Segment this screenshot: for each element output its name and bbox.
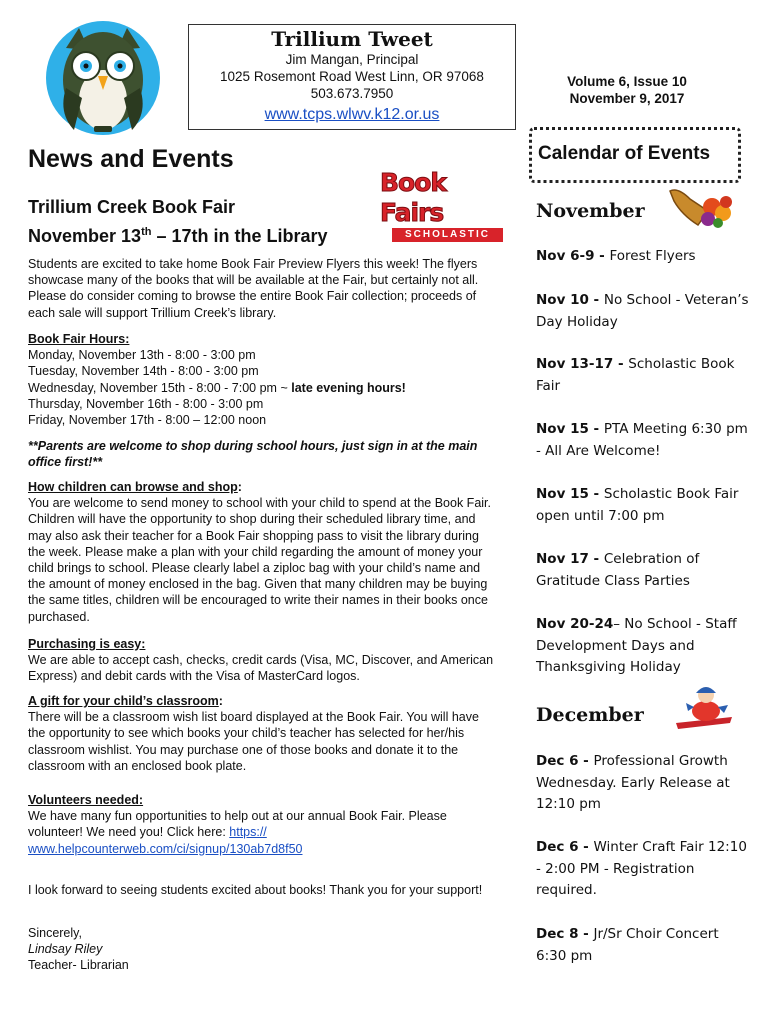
browse-title: How children can browse and shop: [28, 480, 238, 494]
november-event-6: [536, 549, 751, 592]
late-hours-note: late evening hours!: [291, 380, 406, 395]
owl-logo-icon: [44, 18, 162, 143]
issue-info: [552, 73, 702, 107]
event-text: Celebration of Gratitude Class Parties: [536, 551, 700, 589]
sincerely-text: Sincerely,: [28, 926, 82, 940]
school-website-link[interactable]: www.tcps.wlwv.k12.or.us: [264, 106, 440, 123]
november-event-4: [536, 419, 751, 462]
winter-child-icon: [672, 683, 736, 733]
hours-line: Monday, November 13th - 8:00 - 3:00 pm: [28, 348, 256, 363]
signature-title: Teacher- Librarian: [28, 958, 129, 973]
event-text: Scholastic Book Fair open until 7:00 pm: [536, 486, 739, 524]
school-phone: 503.673.7950: [310, 86, 394, 101]
december-event-1: [536, 751, 751, 816]
signature-name: Lindsay Riley: [28, 942, 103, 957]
event-text: No School - Veteran’s Day Holiday: [536, 292, 749, 330]
scholastic-logo-text: SCHOLASTIC: [392, 228, 503, 242]
event-text: Jr/Sr Choir Concert 6:30 pm: [536, 926, 719, 964]
volunteer-section: [28, 792, 498, 857]
event-date: Nov 10 -: [536, 292, 604, 308]
november-event-7: [536, 614, 751, 679]
newsletter-header: [188, 24, 516, 130]
purchasing-title: Purchasing is easy:: [28, 637, 146, 651]
volunteer-text: We have many fun opportunities to help out at our annual Book Fair. Please volunteer! We need you! Click here:: [28, 809, 447, 840]
hours-line: Friday, November 17th - 8:00 – 12:00 noon: [28, 413, 267, 428]
book-fair-hours-title: Book Fair Hours:: [28, 332, 130, 346]
event-text: Winter Craft Fair 12:10 - 2:00 PM - Registration required.: [536, 839, 747, 898]
signup-link-part1[interactable]: https://: [229, 825, 267, 840]
event-text: – No School - Staff Development Days and Thanksgiving Holiday: [536, 616, 737, 675]
event-text: Professional Growth Wednesday. Early Release at 12:10 pm: [536, 753, 730, 812]
parents-note: **Parents are welcome to shop during school hours, just sign in at the main office first!**: [28, 439, 478, 470]
book-fair-heading-line1: Trillium Creek Book Fair: [28, 197, 236, 217]
volunteer-text-block: [28, 808, 498, 840]
cornucopia-icon: [668, 185, 736, 229]
book-fair-hours: [28, 331, 498, 428]
signature-block: [28, 925, 498, 974]
hours-line-text: Wednesday, November 15th - 8:00 - 7:00 pm ~: [28, 380, 292, 395]
event-date: Nov 17 -: [536, 551, 604, 567]
book-fairs-logo-text: Book Fairs: [380, 168, 447, 227]
news-section-title: News and Events: [28, 145, 234, 173]
heading-date-start: November 13: [28, 226, 142, 246]
purchasing-text: We are able to accept cash, checks, credit cards (Visa, MC, Discover, and American Express) and debit cards with the Visa of MasterCard logos.: [28, 653, 494, 684]
hours-line: Tuesday, November 14th - 8:00 - 3:00 pm: [28, 364, 259, 379]
hours-line: [28, 380, 498, 396]
november-event-2: [536, 290, 751, 333]
event-date: Dec 6 -: [536, 839, 594, 855]
volunteer-title: Volunteers needed:: [28, 793, 144, 807]
event-date: Dec 8 -: [536, 926, 594, 942]
closing-text: I look forward to seeing students excited about books! Thank you for your support!: [28, 883, 483, 897]
book-fair-heading: [28, 195, 328, 249]
browse-section: [28, 479, 498, 625]
principal-name: Jim Mangan, Principal: [285, 52, 419, 67]
gift-section: [28, 693, 498, 774]
event-date: Nov 15 -: [536, 421, 604, 437]
signup-link-part2[interactable]: www.helpcounterweb.com/ci/signup/130ab7d8f50: [28, 841, 303, 856]
event-date: Nov 6-9 -: [536, 248, 610, 264]
event-date: Nov 15 -: [536, 486, 604, 502]
school-address: 1025 Rosemont Road West Linn, OR 97068: [220, 69, 484, 84]
newsletter-title: Trillium Tweet: [271, 27, 433, 51]
event-text: PTA Meeting 6:30 pm - All Are Welcome!: [536, 421, 748, 459]
event-text: Forest Flyers: [609, 248, 696, 264]
november-event-3: [536, 354, 751, 397]
calendar-title: Calendar of Events: [538, 143, 711, 164]
browse-colon: :: [237, 480, 242, 494]
november-event-5: [536, 484, 751, 527]
december-event-3: [536, 924, 751, 967]
event-date: Nov 13-17 -: [536, 356, 629, 372]
heading-date-end: – 17th in the Library: [151, 226, 328, 246]
hours-line: Thursday, November 16th - 8:00 - 3:00 pm: [28, 396, 264, 411]
heading-date-suffix: th: [141, 226, 152, 238]
december-heading: December: [536, 704, 644, 726]
purchasing-section: [28, 636, 498, 685]
book-fairs-logo: [380, 168, 503, 240]
browse-text: You are welcome to send money to school with your child to spend at the Book Fair. Children will have the opportunity to shop during their scheduled library time, and may also ask their teacher for a Book Fair shopping pass to visit the library during the week. Please make a plan with your child regarding the amount of money your child brings to school. Please clearly label a ziploc bag with your child’s name and the amount of money enclosed in the bag. Given that many children may be buying the same titles, children will be encouraged to write their names in their books once purchased.: [28, 496, 491, 624]
event-text: Scholastic Book Fair: [536, 356, 735, 394]
book-fair-heading-line2: [28, 220, 328, 249]
gift-colon: :: [218, 694, 223, 708]
book-fair-intro: Students are excited to take home Book Fair Preview Flyers this week! The flyers showcase many of the books that will be available at the Fair, but certainly not all. Please do consider coming to browse the entire Book Fair collection; proceeds of each sale will support Trillium Creek’s library.: [28, 257, 479, 320]
december-event-2: [536, 837, 751, 902]
gift-text: There will be a classroom wish list board displayed at the Book Fair. You will have the opportunity to see which books your child’s teacher has selected for her/his classroom wishlist. You may purchase one of those books and donate it to the classroom with an enclosed book plate.: [28, 710, 479, 773]
issue-date: November 9, 2017: [569, 91, 685, 106]
november-event-1: [536, 246, 751, 268]
issue-volume: Volume 6, Issue 10: [567, 74, 687, 89]
event-date: Dec 6 -: [536, 753, 594, 769]
november-heading: November: [536, 200, 645, 222]
gift-title: A gift for your child’s classroom: [28, 694, 219, 708]
event-date: Nov 20-24: [536, 616, 614, 632]
